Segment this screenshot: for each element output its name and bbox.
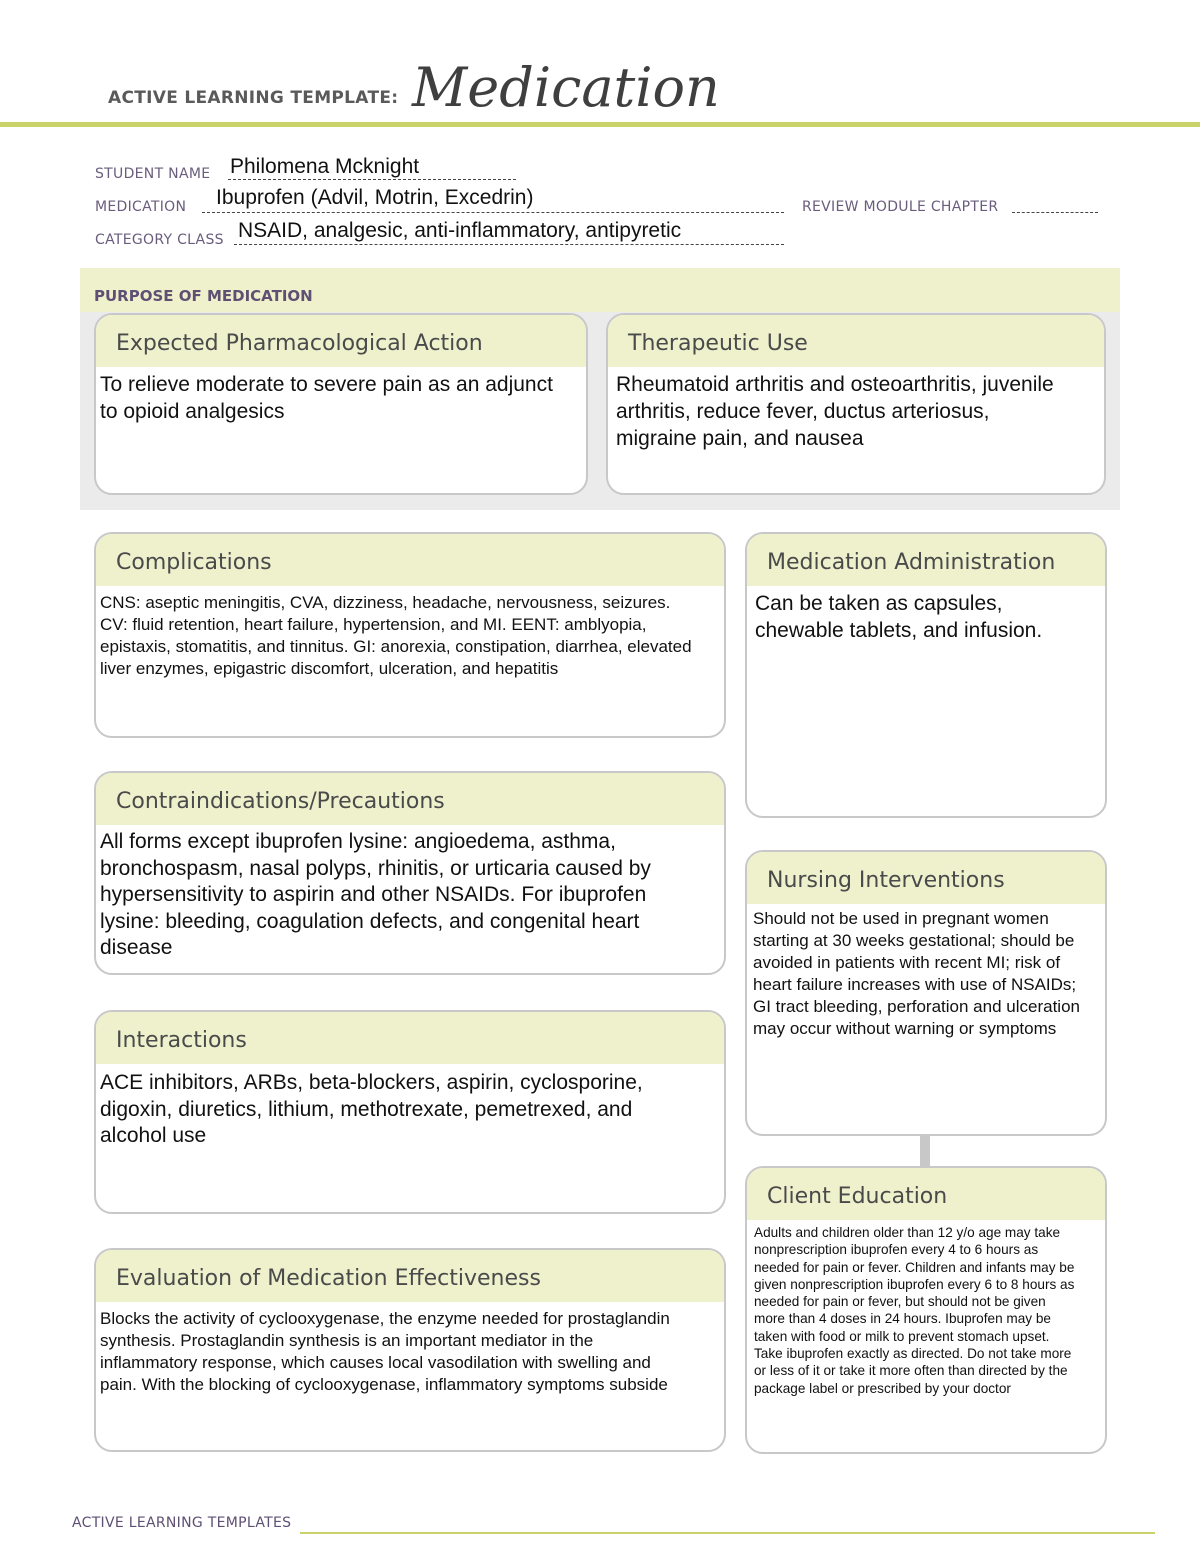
administration-text[interactable]: Can be taken as capsules, chewable tablets, and infusion. <box>755 592 1043 642</box>
evaluation-text[interactable]: Blocks the activity of cyclooxygenase, the enzyme needed for prostaglandin synthesis. Prostaglandin synthesis is an important mediator in the inflammatory response, which causes local vasodilation with swelling and pain. With the blocking of cyclooxygenase, inflammatory symptoms subside <box>100 1309 670 1394</box>
complications-text[interactable]: CNS: aseptic meningitis, CVA, dizziness, headache, nervousness, seizures. CV: fluid retention, heart failure, hypertension, and MI. EENT: amblyopia, epistaxis, stomatitis, and tinnitus. GI: anorexia, constipation, diarrhea, elevated liver enzymes, epigastric discomfort, ulceration, and hepatitis <box>100 593 692 678</box>
category-class-label: CATEGORY CLASS <box>95 232 224 248</box>
interactions-title: Interactions <box>96 1012 724 1064</box>
footer-divider <box>300 1532 1155 1534</box>
interactions-text[interactable]: ACE inhibitors, ARBs, beta-blockers, aspirin, cyclosporine, digoxin, diuretics, lithium, methotrexate, pemetrexed, and alcohol use <box>100 1071 643 1147</box>
page-title: Medication <box>412 56 720 119</box>
category-class-line <box>234 243 784 245</box>
template-label: ACTIVE LEARNING TEMPLATE: <box>108 88 399 108</box>
review-module-label: REVIEW MODULE CHAPTER <box>802 199 999 215</box>
contraindications-box <box>94 771 726 975</box>
client-education-box <box>745 1166 1107 1454</box>
contraindications-text[interactable]: All forms except ibuprofen lysine: angioedema, asthma, bronchospasm, nasal polyps, rhinitis, or urticaria caused by hypersensitivity to aspirin and other NSAIDs. For ibuprofen lysine: bleeding, coagulation defects, and congenital heart disease <box>100 830 651 959</box>
footer-label: ACTIVE LEARNING TEMPLATES <box>72 1515 292 1531</box>
category-class-field[interactable]: NSAID, analgesic, anti-inflammatory, antipyretic <box>238 219 682 242</box>
evaluation-title: Evaluation of Medication Effectiveness <box>96 1250 724 1302</box>
nursing-interventions-title: Nursing Interventions <box>747 852 1105 904</box>
client-education-title: Client Education <box>747 1168 1105 1220</box>
medication-label: MEDICATION <box>95 199 187 215</box>
student-name-label: STUDENT NAME <box>95 166 211 182</box>
therapeutic-use-title: Therapeutic Use <box>608 315 1104 367</box>
therapeutic-use-text[interactable]: Rheumatoid arthritis and osteoarthritis, juvenile arthritis, reduce fever, ductus arteriosus, migraine pain, and nausea <box>616 373 1054 450</box>
purpose-label: PURPOSE OF MEDICATION <box>94 287 313 305</box>
expected-action-title: Expected Pharmacological Action <box>96 315 586 367</box>
expected-action-text[interactable]: To relieve moderate to severe pain as an adjunct to opioid analgesics <box>100 373 553 423</box>
expected-action-box <box>94 313 588 495</box>
complications-title: Complications <box>96 534 724 586</box>
medication-line <box>202 211 784 213</box>
administration-title: Medication Administration <box>747 534 1105 586</box>
contraindications-title: Contraindications/Precautions <box>96 773 724 825</box>
interactions-box <box>94 1010 726 1214</box>
student-name-field[interactable]: Philomena Mcknight <box>230 155 420 178</box>
header-divider <box>0 122 1200 127</box>
client-education-text[interactable]: Adults and children older than 12 y/o age may take nonprescription ibuprofen every 4 to 6 hours as needed for pain or fever. Children and infants may be given nonprescription ibuprofen every 6 to 8 hours as needed for pain or fever, but should not be given more than 4 doses in 24 hours. Ibuprofen may be taken with food or milk to prevent stomach upset. Take ibuprofen exactly as directed. Do not take more or less of it or take it more often than directed by the package label or prescribed by your doctor <box>754 1225 1075 1396</box>
box-connector <box>920 1136 930 1166</box>
nursing-interventions-text[interactable]: Should not be used in pregnant women starting at 30 weeks gestational; should be avoided in patients with recent MI; risk of heart failure increases with use of NSAIDs; GI tract bleeding, perforation and ulceration may occur without warning or symptoms <box>753 909 1080 1038</box>
medication-field[interactable]: Ibuprofen (Advil, Motrin, Excedrin) <box>216 186 534 209</box>
nursing-interventions-box <box>745 850 1107 1136</box>
review-module-field[interactable] <box>1012 211 1098 213</box>
therapeutic-use-box <box>606 313 1106 495</box>
complications-box <box>94 532 726 738</box>
evaluation-box <box>94 1248 726 1452</box>
administration-box <box>745 532 1107 818</box>
